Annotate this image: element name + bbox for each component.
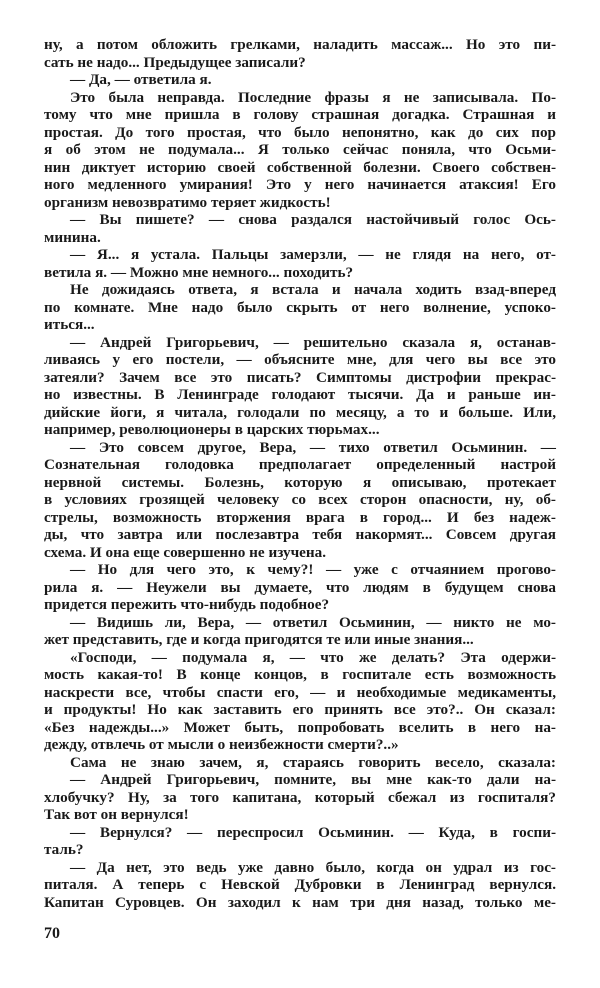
text-line: дийские йоги, я читала, голодали по месяцу, а то и больше. Или, (44, 403, 556, 421)
text-line: нервной системы. Болезнь, которую я описываю, протекает (44, 473, 556, 491)
text-line: ного медленного умирания! Это у него начинается атаксия! Его (44, 176, 556, 193)
page-number: 70 (44, 925, 60, 942)
text-line: ветила я. — Можно мне немного... походить? (44, 263, 354, 281)
page-body-text (44, 36, 556, 911)
text-line: Сама не знаю зачем, я, стараясь говорить весело, сказала: (70, 753, 556, 771)
text-line: ливаясь у его постели, — объясните мне, для чего вы все это (44, 351, 556, 368)
text-line: — Да, — ответила я. (70, 71, 212, 88)
text-line: — Видишь ли, Вера, — ответил Осьминин, — никто не мо- (70, 613, 556, 631)
text-line: — Да нет, это ведь уже давно было, когда он удрал из гос- (70, 858, 556, 876)
text-line: — Андрей Григорьевич, — решительно сказала я, останав- (70, 333, 556, 351)
text-line: рила я. — Неужели вы думаете, что людям в будущем снова (44, 578, 556, 596)
text-line: — Вы пишете? — снова раздался настойчивый голос Ось- (70, 211, 556, 228)
text-line: но известны. В Ленинграде голодают тысячи. Да и раньше ин- (44, 386, 556, 403)
text-line: иться... (44, 316, 95, 333)
text-line: «Без надежды...» Может быть, попробовать вселить в него на- (44, 718, 556, 736)
text-line: тому что мне пришла в голову страшная догадка. Страшная и (44, 106, 556, 123)
text-line: «Господи, — подумала я, — что же делать? Эта одержи- (70, 648, 556, 666)
text-line: ды, что завтра или послезавтра тебя накормят... Совсем другая (44, 526, 556, 543)
text-line: ну, а потом обложить грелками, наладить массаж... Но это пи- (44, 36, 556, 53)
text-line: жет представить, где и когда пригодятся те или иные знания... (44, 631, 474, 648)
text-line: таль? (44, 841, 84, 858)
text-line: организм невозвратимо теряет жидкость! (44, 193, 331, 211)
text-line: — Я... я устала. Пальцы замерзли, — не глядя на него, от- (70, 246, 556, 263)
text-line: дежду, отвлечь от мысли о неизбежности смерти?..» (44, 736, 399, 753)
text-line: я об этом не подумала... Я только сейчас поняла, что Осьми- (44, 141, 556, 158)
text-line: нин диктует историю своей собственной болезни. Своего собствен- (44, 158, 556, 176)
text-line: — Но для чего это, к чему?! — уже с отчаянием прогово- (70, 561, 556, 578)
text-line: хлобучку? Ну, за того капитана, который сбежал из госпиталя? (44, 788, 556, 806)
text-line: например, революционеры в царских тюрьмах... (44, 421, 380, 438)
text-line: наскрести все, чтобы спасти его, — и необходимые медикаменты, (44, 683, 556, 701)
text-line: — Вернулся? — переспросил Осьминин. — Куда, в госпи- (70, 823, 556, 841)
text-line: простая. До того простая, что было непонятно, как до сих пор (44, 123, 556, 141)
text-line: Не дожидаясь ответа, я встала и начала ходить взад-вперед (70, 281, 556, 298)
text-line: — Андрей Григорьевич, помните, вы мне как-то дали на- (70, 771, 556, 788)
text-line: мость какая-то! В конце концов, в госпитале есть возможность (44, 666, 556, 683)
text-line: в условиях грозящей человеку со всех сторон опасности, ну, об- (44, 491, 556, 508)
text-line: стрелы, возможность вторжения врага в город... И без надеж- (44, 508, 556, 526)
text-line: затеяли? Зачем все это писать? Симптомы дистрофии прекрас- (44, 368, 556, 386)
text-line: схема. И она еще совершенно не изучена. (44, 543, 327, 561)
text-line: по комнате. Мне надо было скрыть от него волнение, успоко- (44, 298, 556, 316)
text-line: Капитан Суровцев. Он заходил к нам три дня назад, только ме- (44, 893, 556, 911)
text-line: питаля. А теперь с Невской Дубровки в Ленинград вернулся. (44, 876, 556, 893)
text-line: Это была неправда. Последние фразы я не записывала. По- (70, 88, 556, 106)
text-line: сать не надо... Предыдущее записали? (44, 53, 306, 71)
text-line: — Это совсем другое, Вера, — тихо ответил Осьминин. — (70, 438, 556, 456)
text-line: минина. (44, 228, 101, 246)
text-line: Так вот он вернулся! (44, 806, 189, 823)
text-line: и продукты! Но как заставить его принять все это?.. Он сказал: (44, 701, 556, 718)
text-line: Сознательная голодовка предполагает определенный настрой (44, 456, 556, 473)
text-line: придется пережить что-нибудь подобное? (44, 596, 330, 613)
